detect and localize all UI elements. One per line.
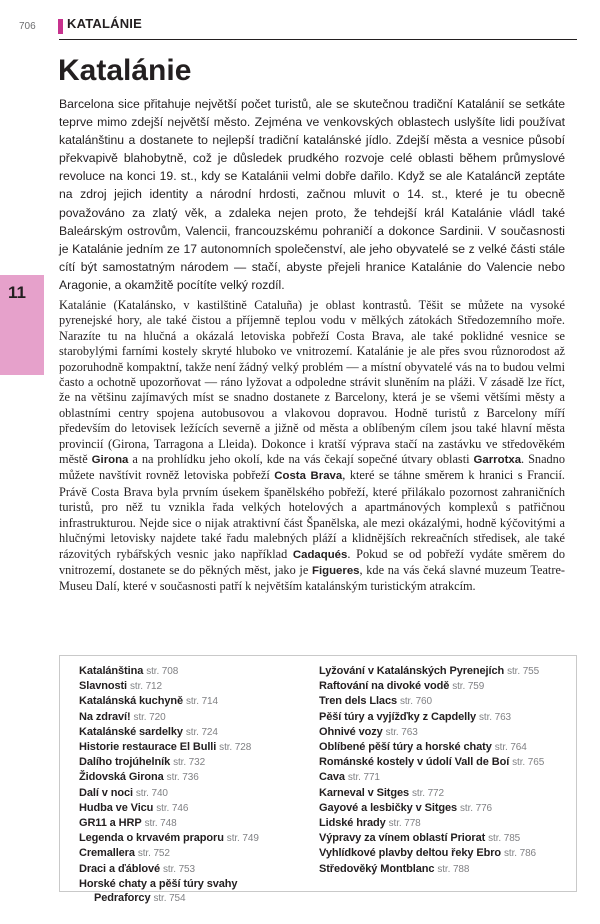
contents-column-left: [79, 664, 324, 906]
contents-item[interactable]: [79, 755, 324, 770]
contents-item[interactable]: [79, 846, 324, 861]
contents-item[interactable]: [319, 740, 569, 755]
contents-item-page: str. 776: [460, 802, 493, 814]
contents-item-title: Katalánština: [79, 665, 144, 677]
contents-item-page: str. 755: [507, 666, 540, 677]
running-head-title: KATALÁNIE: [67, 16, 142, 31]
contents-item-page: str. 728: [219, 742, 252, 754]
contents-item-page: str. 760: [399, 696, 432, 708]
contents-item-page: str. 708: [146, 666, 179, 677]
body-text-part: , které se táhne směrem k hranici s Francií. Právě Costa Brava byla prvním úsekem španělského pobřeží, které přilákalo pozornost zahraničních turistů, pro něž tu vznikla řada velkých hotelových a apartmánových komplexů s patřičnou infrastrukturou. Nejde sice o nijak atraktivní část Španělska, ale mezi okázalými, hodně kýčovitými a hlučnými letovisky najdete také řadu malebných pláží a klidnějších rekreačních středisek, ale také rázovitých rybářských vesnic jako například: [59, 468, 565, 561]
contents-item-page: str. 724: [185, 726, 218, 738]
contents-item-title: Katalánské sardelky: [79, 725, 183, 738]
page-number: 706: [19, 21, 36, 32]
contents-item[interactable]: [319, 862, 569, 877]
contents-item-title: Horské chaty a pěší túry svahy: [79, 877, 238, 890]
contents-item-page: str. 785: [488, 833, 521, 845]
contents-item-title: GR11 a HRP: [79, 817, 142, 830]
contents-item[interactable]: [79, 801, 324, 816]
contents-item-title: Dalího trojúhelník: [79, 756, 171, 769]
place-figueres: Figueres: [312, 564, 360, 577]
contents-item-page: str. 712: [129, 681, 162, 693]
contents-item[interactable]: [79, 710, 324, 725]
contents-item[interactable]: [79, 770, 324, 785]
contents-item[interactable]: [319, 770, 569, 785]
contents-item-page: str. 736: [166, 772, 199, 784]
contents-item-title: Židovská Girona: [79, 771, 164, 784]
page-title: Katalánie: [58, 54, 192, 87]
contents-item[interactable]: [319, 786, 569, 801]
contents-item-title: Tren dels Llacs: [319, 695, 397, 708]
contents-item-title: Pěší túry a vyjížďky z Capdelly: [319, 710, 477, 723]
body-text-part: Katalánie (Katalánsko, v kastilštině Cataluña) je oblast kontrastů. Těšit se můžete na vysoké pyrenejské hory, ale také čistou a příjemně teplou vodu v mělkých zátokách Středozemního moře. Narazíte tu na hlučná a okázalá letoviska pobřeží Costa Brava, ale také poklidné vesnice se starobylými farními kostely skryté hluboko ve vnitrozemí. Katalánie je ale přes svou různorodost až pozoruhodně kompaktní, takže není žádný velký problém — a místní obyvatelé vás na to budou velmi často a ochotně upozorňovat — ráno lyžovat a odpoledne strávit sluněním na pláži. V zásadě lze říct, že na většinu zajímavých míst se snadno dostanete z Barcelony, která je se všemi většími městy a oblastními centry spojena autobusovou a vlakovou dopravou. Hodně turistů z Barcelony míří především do letovisek ležících severně a jižně od města a oblíbeným cílem jsou také hlavní města provincií (Girona, Tarragona a Lleida). Dokonce i kratší výprava stačí na zastávku ve středověkém městě: [59, 298, 565, 467]
contents-item-title: Gayové a lesbičky v Sitges: [319, 801, 458, 814]
contents-item-title: Hudba ve Vicu: [79, 801, 154, 814]
contents-item-title: Na zdraví!: [79, 710, 131, 723]
contents-item-page: str. 763: [385, 726, 418, 738]
contents-item-title: Dalí v noci: [79, 786, 133, 799]
contents-item-page: str. 771: [347, 772, 380, 784]
contents-item-title: Slavnosti: [79, 680, 128, 693]
contents-item-page: str. 759: [452, 681, 485, 693]
contents-item[interactable]: [319, 816, 569, 831]
contents-item[interactable]: [79, 740, 324, 755]
contents-item-page: str. 748: [144, 818, 177, 830]
contents-item-title: Oblíbené pěší túry a horské chaty: [319, 741, 492, 754]
contents-item-page: str. 754: [153, 893, 186, 905]
contents-item-title: Ohnivé vozy: [319, 725, 383, 738]
contents-item-title: Legenda o krvavém praporu: [79, 832, 224, 845]
contents-item[interactable]: [319, 755, 569, 770]
body-text-part: a na prohlídku jeho okolí, kde na vás čekají sopečné útvary oblasti: [128, 452, 474, 467]
body-paragraph: [59, 298, 565, 595]
contents-item[interactable]: [79, 786, 324, 801]
contents-item[interactable]: [79, 816, 324, 831]
contents-item-page: str. 746: [156, 802, 189, 814]
contents-item-title: Lyžování v Katalánských Pyrenejích: [319, 665, 505, 677]
contents-item-page: str. 786: [504, 848, 536, 860]
contents-item-page: str. 778: [388, 818, 421, 830]
body-text-part: , kde na vás čeká slavné muzeum Teatre-Museu Dalí, které v současnosti patří k největším katalánským turistickým atrakcím.: [59, 562, 565, 594]
lead-paragraph: Barcelona sice přitahuje největší počet turistů, ale se skutečnou tradiční Katalánií se setkáte teprve mimo zdejší největší město. Zejména ve venkovských oblastech uslyšíte lidi používat katalánštinu a dostanete to nejlepší tradiční katalánské jídlo. Zdejší města a vesnice působí překvapivě blahobytně, což je důsledek prudkého rozvoje celé oblasti během průmyslové revoluce na konci 19. st., kdy se Katalánii velmi dobře dařilo. Když se ale Kataláncй zeptáte na zdroj jejich identity a národní hrdosti, začnou mluvit o 14. st., které je tu obecně považováno za zlatý věk, a zdaleka nejen proto, že tehdejší král Katalánie vládl také Baleárským ostrovům, Valencii, francouzskému pohraničí a dokonce Sardinii. V současnosti je Katalánie jedním ze 17 autonomních společenství, ale jeho obyvatelé se z velké části stále cítí být samostatným národem — stačí, abyste přejeli hranice Katalánie do Valencie nebo Aragonie, a okamžitě pocítíte velký rozdíl.: [59, 97, 565, 292]
contents-item[interactable]: [319, 679, 569, 694]
contents-item-page: str. 753: [162, 863, 195, 875]
place-costa-brava: Costa Brava: [274, 470, 343, 483]
contents-item-page: str. 740: [135, 787, 168, 799]
contents-item[interactable]: [319, 801, 569, 816]
contents-item-title: Lidské hrady: [319, 817, 386, 830]
contents-item[interactable]: [79, 831, 324, 846]
contents-item-page: str. 732: [173, 757, 206, 769]
contents-item-title: Románské kostely v údolí Vall de Boí: [319, 756, 510, 769]
contents-item-title: Karneval v Sitges: [319, 786, 410, 799]
contents-item[interactable]: [319, 694, 569, 709]
contents-item[interactable]: [319, 725, 569, 740]
contents-item[interactable]: [319, 710, 569, 725]
body-text-part: . Snadno můžete navštívit rovněž letoviska pobřeží: [59, 452, 565, 483]
contents-item[interactable]: [79, 694, 324, 709]
contents-item-title: Draci a ďáblové: [79, 862, 161, 875]
contents-item-title: Cremallera: [79, 847, 135, 860]
contents-item-title: Raftování na divoké vodě: [319, 680, 450, 693]
contents-item[interactable]: [319, 846, 569, 861]
contents-item[interactable]: [79, 877, 324, 906]
body-text-part: . Pokud se od pobřeží vydáte směrem do vnitrozemí, dostanete se do pěkných měst, jako je: [59, 546, 565, 577]
contents-item-page: str. 720: [133, 711, 166, 723]
contents-item-title-continuation: Pedraforcy: [94, 892, 151, 905]
contents-item-page: str. 714: [185, 696, 218, 708]
place-garrotxa: Garrotxa: [473, 454, 522, 467]
place-cadaques: Cadaqués: [292, 548, 348, 561]
contents-item[interactable]: [319, 831, 569, 846]
contents-item-title: Cava: [319, 771, 345, 784]
running-head-accent-bar: [58, 19, 63, 34]
contents-item-page: str. 749: [226, 833, 259, 845]
contents-item-page: str. 764: [494, 742, 527, 754]
contents-item-page: str. 763: [479, 711, 512, 723]
contents-item[interactable]: [79, 862, 324, 877]
chapter-number: 11: [8, 283, 26, 302]
contents-column-right: [319, 664, 569, 877]
contents-item[interactable]: [319, 664, 569, 679]
contents-item-continuation: [79, 891, 324, 906]
contents-item[interactable]: [79, 725, 324, 740]
contents-item-page: str. 752: [137, 848, 170, 860]
contents-item-title: Historie restaurace El Bulli: [79, 741, 217, 754]
contents-item-page: str. 772: [411, 787, 444, 799]
header-rule: [59, 39, 577, 40]
contents-item[interactable]: [79, 664, 324, 679]
contents-item-title: Středověký Montblanc: [319, 862, 435, 875]
contents-item-title: Katalánská kuchyně: [79, 695, 183, 708]
contents-item-title: Výpravy za vínem oblastí Priorat: [319, 832, 486, 845]
place-girona: Girona: [91, 454, 129, 467]
contents-item[interactable]: [79, 679, 324, 694]
contents-item-page: str. 765: [512, 757, 545, 769]
contents-item-page: str. 788: [437, 863, 470, 875]
contents-item-title: Vyhlídkové plavby deltou řeky Ebro: [319, 847, 502, 860]
